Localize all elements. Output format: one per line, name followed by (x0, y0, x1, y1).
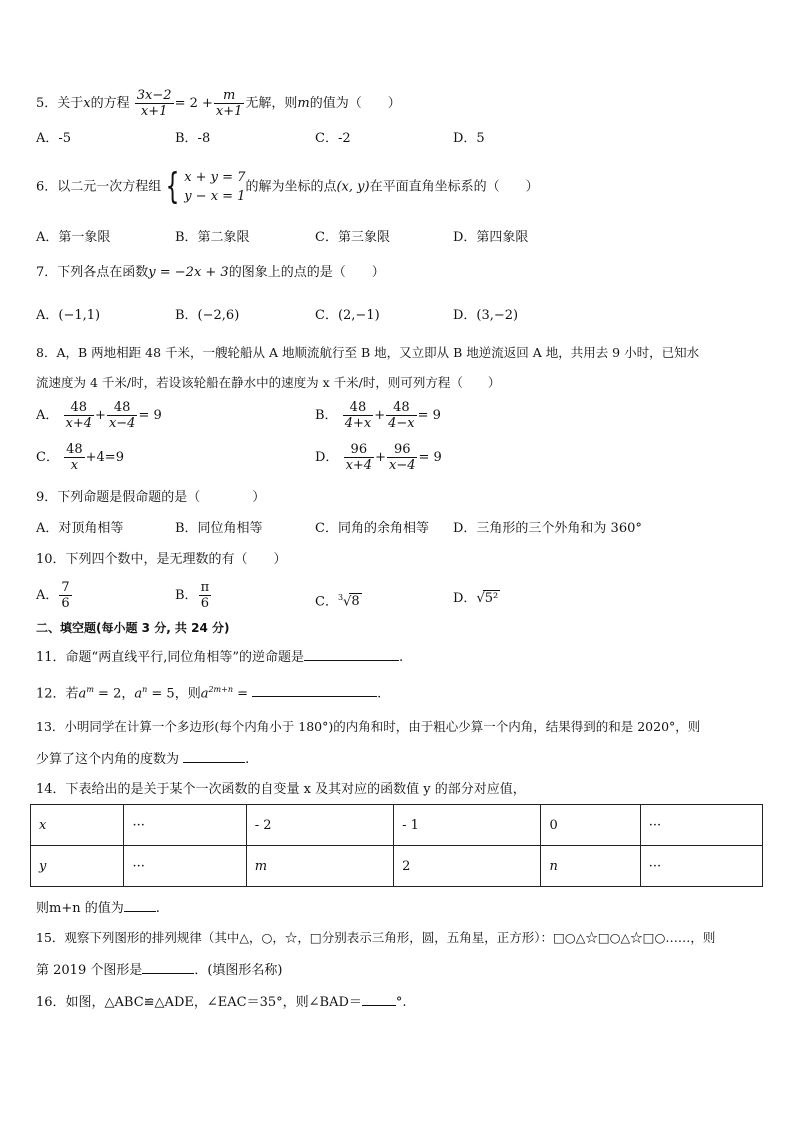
q10-option-c: C．$^3$√8 (315, 593, 360, 610)
answer-blank[interactable] (362, 992, 396, 1006)
table-cell: - 1 (394, 805, 541, 846)
q10-option-b: B． $\frac{\pi}{6}$ (175, 580, 210, 611)
q7-option-b: B．(−2,6) (175, 308, 240, 323)
q14-after: 则m+n 的值为 . (36, 898, 160, 917)
q5-frac-left: $\frac{3x-2}{x+1}$ (136, 88, 172, 119)
q8-stem-line1: 8．A，B 两地相距 48 千米，一艘轮船从 A 地顺流航行至 B 地，又立即从 B 地逆流返回 A 地，共用去 9 小时，已知水 (36, 345, 700, 360)
q8-option-c: C． $\frac{48}{x}$ +4=9 (36, 442, 124, 473)
q10-option-d: D．√5² (453, 591, 499, 606)
table-cell: m (246, 846, 393, 887)
q5-option-b: B．-8 (175, 131, 211, 146)
q16: 16．如图，△ABC≌△ADE，∠EAC＝35°，则∠BAD＝ °. (36, 992, 407, 1011)
q7-option-d: D．(3,−2) (453, 308, 519, 323)
q14-stem: 14．下表给出的是关于某个一次函数的自变量 x 及其对应的函数值 y 的部分对应值， (36, 782, 526, 797)
q7-option-c: C．(2,−1) (315, 308, 380, 323)
q15-line1: 15．观察下列图形的排列规律（其中△，○，☆，□分别表示三角形，圆，五角星，正方形）：□○△☆□○△☆□○……，则 (36, 930, 716, 945)
q6-option-a: A．第一象限 (36, 230, 111, 245)
q6-system: x + y = 7 y − x = 1 (184, 170, 246, 204)
q8-option-b: B． $\frac{48}{4+x}$ + $\frac{48}{4-x}$ = 9 (315, 400, 441, 431)
q9-option-d: D．三角形的三个外角和为 360° (453, 521, 642, 536)
table-cell: 2 (394, 846, 541, 887)
table-cell: n (541, 846, 640, 887)
table-row (31, 805, 763, 846)
table-cell: ··· (640, 846, 762, 887)
q13-line2: 少算了这个内角的度数为 . (36, 749, 249, 768)
table-cell: x (31, 805, 124, 846)
q8-option-d: D． $\frac{96}{x+4}$ + $\frac{96}{x-4}$ = 9 (315, 442, 442, 473)
q6-option-c: C．第三象限 (315, 230, 390, 245)
q5-option-a: A．-5 (36, 131, 72, 146)
value-table (30, 804, 763, 887)
q5-frac-right: $\frac{m}{x+1}$ (215, 88, 243, 119)
sqrt-icon: √ (476, 591, 485, 606)
table-cell: ··· (640, 805, 762, 846)
section-heading: 二、填空题(每小题 3 分, 共 24 分) (36, 621, 230, 635)
q12: 12．若$a^m = 2$，$a^n = 5$，则$a^{2m+n}$ = . (36, 685, 382, 702)
q5-stem: 5．关于x的方程 $\frac{3x-2}{x+1}$ = 2 + $\frac{m}{x+1}$ 无解，则m的值为（ ） (36, 88, 401, 119)
q8-option-a: A． $\frac{48}{x+4}$ + $\frac{48}{x-4}$ = 9 (36, 400, 162, 431)
table-cell: 0 (541, 805, 640, 846)
q9-option-a: A．对顶角相等 (36, 521, 124, 536)
answer-blank[interactable] (183, 749, 245, 763)
q6-option-b: B．第二象限 (175, 230, 250, 245)
table-cell: ··· (124, 805, 246, 846)
q15-line2: 第 2019 个图形是 ．(填图形名称) (36, 960, 283, 979)
q6-stem: 6．以二元一次方程组 { x + y = 7 y − x = 1 的解为坐标的点(x, y)在平面直角坐标系的（ ） (36, 166, 539, 207)
answer-blank[interactable] (252, 683, 377, 697)
answer-blank[interactable] (304, 647, 399, 661)
brace-icon: { (165, 166, 180, 207)
table-cell: y (31, 846, 124, 887)
q7-option-a: A．(−1,1) (36, 308, 101, 323)
q9-option-c: C．同角的余角相等 (315, 521, 429, 536)
q5-option-c: C．-2 (315, 131, 351, 146)
q10-option-a: A． $\frac{7}{6}$ (36, 580, 70, 611)
q6-option-d: D．第四象限 (453, 230, 529, 245)
q7-stem: 7．下列各点在函数y = −2x + 3的图象上的点的是（ ） (36, 265, 385, 280)
q9-stem: 9．下列命题是假命题的是（ ） (36, 490, 266, 505)
q10-stem: 10．下列四个数中，是无理数的有（ ） (36, 552, 287, 567)
q11: 11．命题“两直线平行,同位角相等”的逆命题是 . (36, 647, 403, 666)
table-row (31, 846, 763, 887)
q9-option-b: B．同位角相等 (175, 521, 263, 536)
answer-blank[interactable] (124, 898, 156, 912)
answer-blank[interactable] (142, 960, 194, 974)
q13-line1: 13．小明同学在计算一个多边形(每个内角小于 180°)的内角和时，由于粗心少算一个内角，结果得到的和是 2020°，则 (36, 719, 701, 734)
q5-option-d: D．5 (453, 131, 485, 146)
q8-stem-line2: 流速度为 4 千米/时，若设该轮船在静水中的速度为 x 千米/时，则可列方程（ ） (36, 375, 501, 390)
sqrt-icon: √ (343, 594, 352, 610)
table-cell: - 2 (246, 805, 393, 846)
table-cell: ··· (124, 846, 246, 887)
